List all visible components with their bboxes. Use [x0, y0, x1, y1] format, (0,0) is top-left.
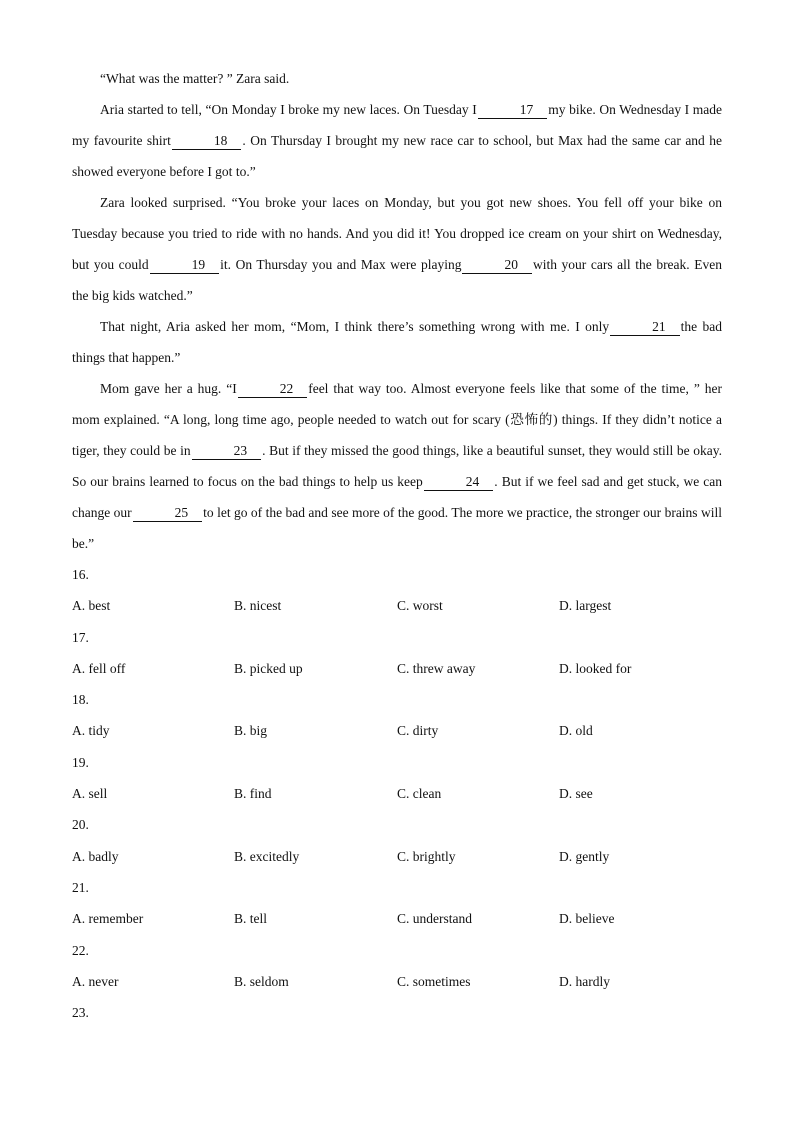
question-number: 20. — [72, 817, 89, 833]
paragraph-1 — [72, 63, 722, 94]
paragraph-text: Mom gave her a hug. “I — [100, 381, 237, 396]
blank-22: 22 — [238, 381, 308, 398]
question-number: 17. — [72, 629, 89, 645]
option-c: C. dirty — [397, 723, 439, 739]
option-a: A. tidy — [72, 723, 110, 739]
question-options — [72, 781, 732, 812]
option-b: B. big — [234, 723, 268, 739]
option-c: C. understand — [397, 911, 472, 927]
paragraph-text: to let go of the bad and see more of the good. The more we practice, the stronger our brains will be.” — [72, 505, 722, 551]
option-c: C. threw away — [397, 660, 476, 676]
option-c: C. clean — [397, 786, 442, 802]
blank-20: 20 — [462, 257, 532, 274]
blank-17: 17 — [478, 102, 548, 119]
option-a: A. best — [72, 598, 111, 614]
paragraph-text: feel that way too. Almost everyone feels like that some of the time, ” her mom explained. “A long, long time ago, people needed to watch out for scary (恐怖的) things. If they didn’t notice a tiger, they could be in — [72, 381, 722, 458]
option-d: D. see — [559, 786, 593, 802]
paragraph-text: “What was the matter? ” Zara said. — [100, 71, 290, 86]
paragraph-4 — [72, 311, 722, 373]
paragraph-text: with your cars all the break. Even the big kids watched.” — [72, 257, 722, 303]
question-number: 23. — [72, 1005, 89, 1021]
option-c: C. sometimes — [397, 973, 471, 989]
paragraph-text: it. On Thursday you and Max were playing — [220, 257, 462, 272]
option-b: B. find — [234, 786, 272, 802]
question-options — [72, 656, 732, 687]
option-b: B. excitedly — [234, 848, 300, 864]
question-options — [72, 906, 732, 937]
cloze-passage — [72, 63, 722, 559]
paragraph-2 — [72, 94, 722, 187]
question-number: 21. — [72, 879, 89, 895]
blank-25: 25 — [133, 505, 203, 522]
option-a: A. never — [72, 973, 119, 989]
paragraph-text: the bad things that happen.” — [72, 319, 722, 365]
question-number: 18. — [72, 692, 89, 708]
option-c: C. worst — [397, 598, 443, 614]
option-a: A. remember — [72, 911, 144, 927]
paragraph-5 — [72, 373, 722, 559]
blank-21: 21 — [610, 319, 680, 336]
blank-23: 23 — [192, 443, 262, 460]
option-d: D. largest — [559, 598, 612, 614]
option-b: B. tell — [234, 911, 267, 927]
question-number: 22. — [72, 942, 89, 958]
option-a: A. sell — [72, 786, 108, 802]
option-b: B. nicest — [234, 598, 282, 614]
paragraph-text: . But if they missed the good things, like a beautiful sunset, they would still be okay. So our brains learned to focus on the bad things to help us keep — [72, 443, 722, 489]
question-options — [72, 718, 732, 749]
paragraph-text: Aria started to tell, “On Monday I broke my new laces. On Tuesday I — [100, 102, 477, 117]
question-options — [72, 969, 732, 1000]
option-b: B. picked up — [234, 660, 303, 676]
option-b: B. seldom — [234, 973, 289, 989]
blank-24: 24 — [424, 474, 494, 491]
option-d: D. old — [559, 723, 593, 739]
option-a: A. badly — [72, 848, 119, 864]
option-d: D. believe — [559, 911, 615, 927]
blank-19: 19 — [150, 257, 220, 274]
paragraph-3 — [72, 187, 722, 311]
option-d: D. hardly — [559, 973, 610, 989]
blank-18: 18 — [172, 133, 242, 150]
option-d: D. gently — [559, 848, 610, 864]
question-number: 16. — [72, 567, 89, 582]
option-a: A. fell off — [72, 660, 126, 676]
paragraph-text: . On Thursday I brought my new race car to school, but Max had the same car and he showed everyone before I got to.” — [72, 133, 723, 179]
option-c: C. brightly — [397, 848, 456, 864]
question-number: 19. — [72, 754, 89, 770]
option-d: D. looked for — [559, 660, 632, 676]
paragraph-text: my bike. On Wednesday I made my favourite shirt — [72, 102, 723, 148]
paragraph-text: That night, Aria asked her mom, “Mom, I think there’s something wrong with me. I only — [100, 319, 610, 334]
question-options — [72, 593, 732, 624]
question-options — [72, 844, 732, 875]
paragraph-text: Zara looked surprised. “You broke your laces on Monday, but you got new shoes. You fell off your bike on Tuesday because you tried to ride with no hands. And you did it! You dropped ice cream on your shirt on Wednesday, but you could — [72, 195, 722, 272]
paragraph-text: . But if we feel sad and get stuck, we can change our — [72, 474, 722, 520]
question-list — [72, 562, 732, 1031]
